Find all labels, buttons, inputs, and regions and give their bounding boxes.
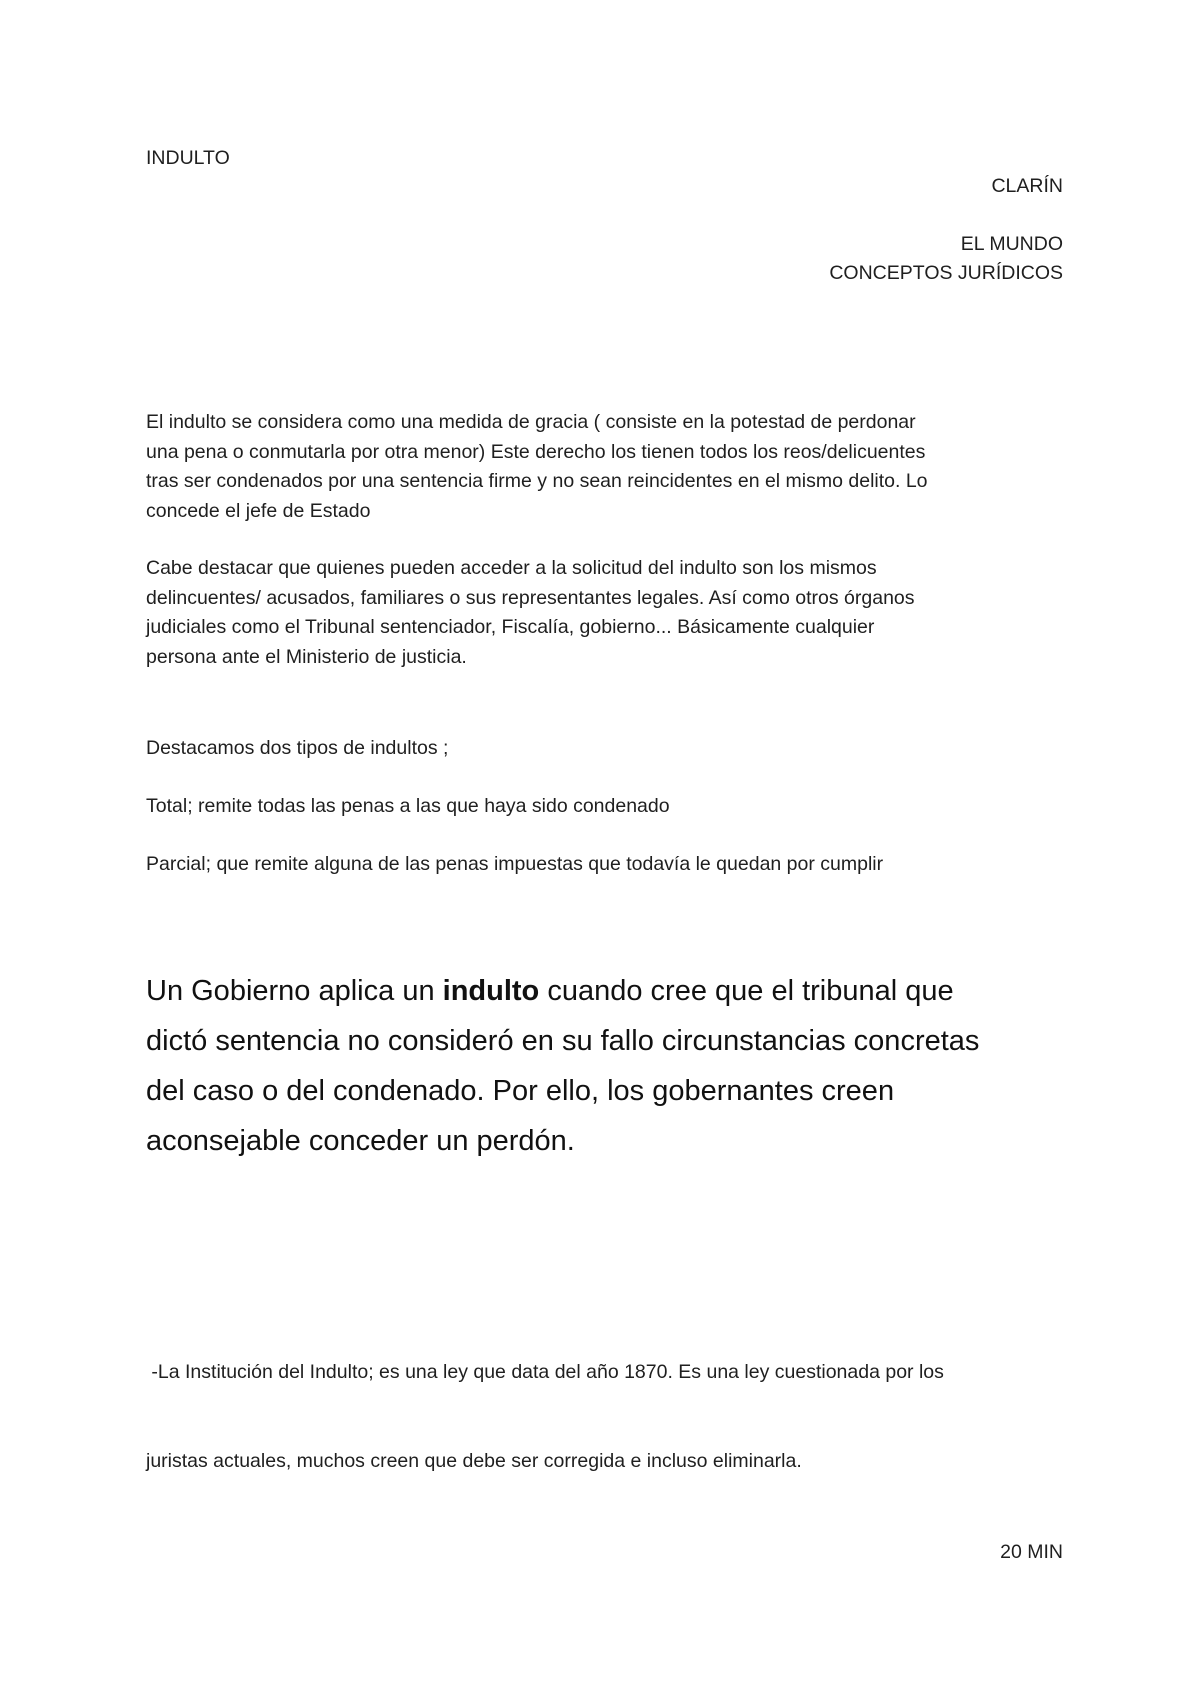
- source-conceptos-juridicos: CONCEPTOS JURÍDICOS: [829, 262, 1063, 284]
- text-line: tras ser condenados por una sentencia firme y no sean reincidentes en el mismo delito. Lo: [146, 470, 928, 492]
- type-parcial: Parcial; que remite alguna de las penas impuestas que todavía le quedan por cumplir: [146, 853, 884, 875]
- source-clarin: CLARÍN: [991, 175, 1063, 197]
- text-line: Cabe destacar que quienes pueden acceder a la solicitud del indulto son los mismos: [146, 557, 877, 579]
- text-line: El indulto se considera como una medida de gracia ( consiste en la potestad de perdonar: [146, 411, 916, 433]
- highlight-bold-word: indulto: [442, 975, 540, 1007]
- document-title: INDULTO: [146, 147, 230, 169]
- text-line: juristas actuales, muchos creen que debe ser corregida e incluso eliminarla.: [146, 1449, 802, 1472]
- highlight-text: Un Gobierno aplica un: [146, 975, 443, 1007]
- highlight-line: [146, 966, 1066, 1016]
- highlight-line: dictó sentencia no consideró en su fallo circunstancias concretas: [146, 1025, 980, 1057]
- text-line: persona ante el Ministerio de justicia.: [146, 645, 467, 668]
- highlight-line: del caso o del condenado. Por ello, los gobernantes creen: [146, 1075, 895, 1107]
- paragraph-definition: [146, 408, 1066, 526]
- highlight-text: cuando cree que el tribunal que: [539, 975, 954, 1007]
- paragraph-solicitud: [146, 554, 1066, 672]
- paragraph-note: [146, 1299, 1066, 1535]
- footer-reading-time: 20 MIN: [1000, 1541, 1063, 1563]
- text-line: concede el jefe de Estado: [146, 499, 371, 522]
- type-total: Total; remite todas las penas a las que haya sido condenado: [146, 795, 670, 817]
- highlight-line: aconsejable conceder un perdón.: [146, 1125, 575, 1157]
- text-line: -La Institución del Indulto; es una ley que data del año 1870. Es una ley cuestionada por los: [146, 1361, 944, 1383]
- text-line: judiciales como el Tribunal sentenciador, Fiscalía, gobierno... Básicamente cualquier: [146, 616, 875, 638]
- types-intro: Destacamos dos tipos de indultos ;: [146, 737, 449, 759]
- text-line: una pena o conmutarla por otra menor) Este derecho los tienen todos los reos/delicuentes: [146, 440, 926, 463]
- source-el-mundo: EL MUNDO: [960, 233, 1063, 255]
- text-line: delincuentes/ acusados, familiares o sus representantes legales. Así como otros órganos: [146, 586, 915, 609]
- highlight-quote: [146, 966, 1066, 1166]
